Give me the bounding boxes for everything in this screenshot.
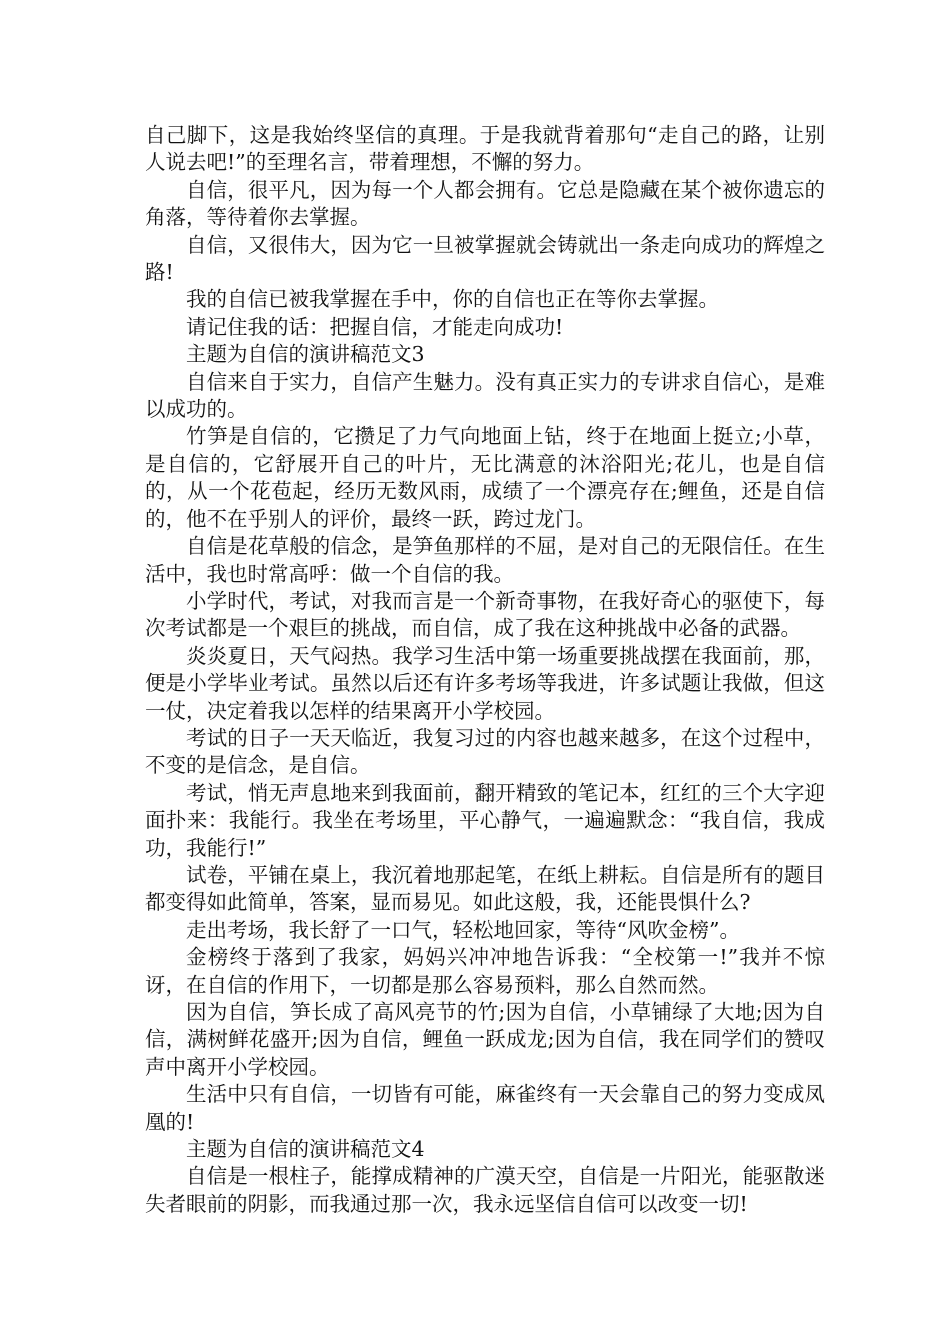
paragraph: 竹笋是自信的，它攒足了力气向地面上钻，终于在地面上挺立;小草，是自信的，它舒展开自己的叶片，无比满意的沐浴阳光;花儿，也是自信的，从一个花苞起，经历无数风雨，成绩了一个漂亮存在;鲤鱼，还是自信的，他不在乎别人的评价，最终一跃，跨过龙门。 — [145, 424, 825, 531]
paragraph: 自信，又很伟大，因为它一旦被掌握就会铸就出一条走向成功的辉煌之路! — [145, 232, 825, 285]
paragraph: 自信来自于实力，自信产生魅力。没有真正实力的专讲求自信心，是难以成功的。 — [145, 369, 825, 422]
paragraph: 自信，很平凡，因为每一个人都会拥有。它总是隐藏在某个被你遗忘的角落，等待着你去掌握。 — [145, 177, 825, 230]
document-body — [145, 122, 825, 1218]
paragraph: 试卷，平铺在桌上，我沉着地那起笔，在纸上耕耘。自信是所有的题目都变得如此简单，答案，显而易见。如此这般，我，还能畏惧什么? — [145, 862, 825, 915]
paragraph: 走出考场，我长舒了一口气，轻松地回家，等待“风吹金榜”。 — [186, 917, 740, 942]
paragraph: 小学时代，考试，对我而言是一个新奇事物，在我好奇心的驱使下，每次考试都是一个艰巨的挑战，而自信，成了我在这种挑战中必备的武器。 — [145, 588, 825, 641]
paragraph: 自信是一根柱子，能撑成精神的广漠天空，自信是一片阳光，能驱散迷失者眼前的阴影，而我通过那一次，我永远坚信自信可以改变一切! — [145, 1164, 825, 1216]
paragraph: 我的自信已被我掌握在手中，你的自信也正在等你去掌握。 — [186, 287, 719, 312]
paragraph-continued: 自己脚下，这是我始终坚信的真理。于是我就背着那句“走自己的路，让别人说去吧!”的至理名言，带着理想，不懈的努力。 — [145, 123, 825, 175]
paragraph: 考试，悄无声息地来到我面前，翻开精致的笔记本，红红的三个大字迎面扑来：我能行。我坐在考场里，平心静气，一遍遍默念：“我自信，我成功，我能行!” — [145, 780, 825, 860]
paragraph: 考试的日子一天天临近，我复习过的内容也越来越多，在这个过程中，不变的是信念，是自信。 — [145, 725, 825, 778]
paragraph: 因为自信，笋长成了高风亮节的竹;因为自信，小草铺绿了大地;因为自信，满树鲜花盛开;因为自信，鲤鱼一跃成龙;因为自信，我在同学们的赞叹声中离开小学校园。 — [145, 1000, 825, 1079]
paragraph: 金榜终于落到了我家，妈妈兴冲冲地告诉我：“全校第一!”我并不惊讶，在自信的作用下，一切都是那么容易预料，那么自然而然。 — [145, 945, 825, 997]
section-heading-3: 主题为自信的演讲稿范文3 — [186, 342, 425, 367]
paragraph: 自信是花草般的信念，是笋鱼那样的不屈，是对自己的无限信任。在生活中，我也时常高呼：做一个自信的我。 — [145, 534, 825, 586]
paragraph: 生活中只有自信，一切皆有可能，麻雀终有一天会靠自己的努力变成凤凰的! — [145, 1082, 825, 1134]
paragraph: 炎炎夏日，天气闷热。我学习生活中第一场重要挑战摆在我面前，那，便是小学毕业考试。虽然以后还有许多考场等我进，许多试题让我做，但这一仗，决定着我以怎样的结果离开小学校园。 — [145, 643, 825, 723]
paragraph: 请记住我的话：把握自信，才能走向成功! — [186, 314, 564, 339]
section-heading-4: 主题为自信的演讲稿范文4 — [186, 1137, 425, 1162]
